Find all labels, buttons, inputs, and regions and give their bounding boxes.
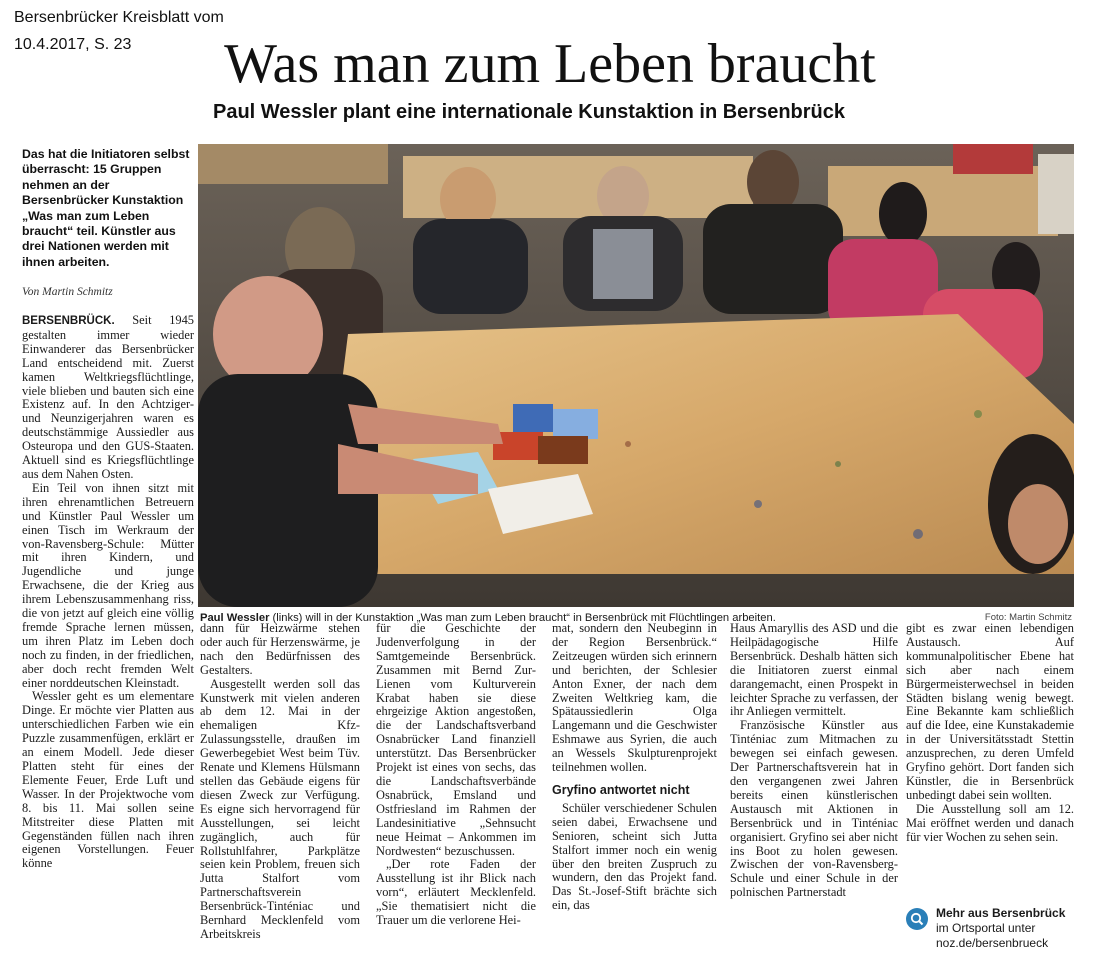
paragraph: Schüler verschiedener Schulen seien dabei, Erwachsene und Senioren, scheint sich Jutta Stalfort immer noch ein wenig über den breiten Zuspruch zu wundern, den das Projekt fand. Das St.-Josef-Stift brächte sich ein, das <box>552 800 717 913</box>
teaser: Das hat die Initiatoren selbst überrascht: 15 Gruppen nehmen an der Bersenbrücker Kunstaktion „Was man zum Leben braucht“ teil. Künstler aus drei Nationen werden mit ihnen arbeiten. <box>22 147 190 269</box>
article-column-5 <box>730 622 898 900</box>
paragraph: Wessler geht es um elementare Dinge. Er möchte vier Platten aus unterschiedlichen Farben wie ein Puzzle zusammenfügen, erklärt er an einem Modell. Jede dieser Platten steht für eines der Elemente Feuer, Erde Luft und Wasser. In der Projektwoche vom 8. bis 11. Mai sollen seine Mitstreiter diese Platten mit Gegenständen füllen nach ihren eigenen Vorstellungen. Feuer könne <box>22 689 194 871</box>
promo-line-1: im Ortsportal unter <box>936 921 1036 935</box>
promo-link[interactable]: noz.de/bersenbrueck <box>936 936 1049 950</box>
paragraph: gibt es zwar einen lebendigen Austausch. Auf kommunalpolitischer Ebene hat sich aber nach einem Bürgermeisterwechsel in beiden Städten bislang wenig bewegt. Eine Bekannte kam schließlich auf die Idee, eine Kunstakademie in der Universitätsstadt Stettin anzusprechen, zu deren Umfeld Gryfino gehört. Dort fanden sich Künstler, die in Bersenbrück unbedingt dabei sein wollten. <box>906 621 1074 802</box>
portal-promo[interactable] <box>906 906 1086 951</box>
photo-scene <box>198 144 1074 607</box>
headline: Was man zum Leben braucht <box>224 33 876 95</box>
caption-name: Paul Wessler <box>200 612 270 624</box>
paragraph: BERSENBRÜCK. Seit 1945 gestalten immer wieder Einwanderer das Bersenbrücker Land entscheidend mit. Zuerst kamen Weltkriegsflüchtlinge, viele blieben und bauten sich eine Existenz auf. In den Achtziger- und Neunzigerjahren waren es deutschstämmige Aussiedler aus Osteuropa und den GUS-Staaten. Aktuell sind es Kriegsflüchtlinge aus dem Nahen Osten. <box>22 313 194 481</box>
subheadline: Paul Wessler plant eine internationale Kunstaktion in Bersenbrück <box>213 101 846 123</box>
source-line-2: 10.4.2017, S. 23 <box>14 36 132 53</box>
article-column-6 <box>906 622 1074 845</box>
paragraph: mat, sondern den Neubeginn in der Region Bersenbrück.“ Zeitzeugen würden sich erinnern und berichten, der Schlesier Anton Exner, der nach dem Zweiten Weltkrieg kam, die Spätaussiedlerin Olga Langemann und die Geschwister Eshmawe aus Syrien, die auch an Wessels Skulpturenprojekt teilnehmen wollen. <box>552 621 717 775</box>
caption-text: (links) will in der Kunstaktion „Was man zum Leben braucht“ in Bersenbrück mit Flüchtlingen arbeiten. <box>269 612 776 624</box>
byline: Von Martin Schmitz <box>22 286 113 298</box>
paragraph: Ein Teil von ihnen sitzt mit ihren ehrenamtlichen Betreuern und Künstler Paul Wessler um einen Tisch im Werkraum der von-Ravensberg-Schule: Mütter mit ihren Kindern, und Jugendliche und junge Erwachsene, die der Krieg aus ihrem Lebenszusammenhang riss, die von jetzt auf gleich eine völlig fremde Sprache lernen müssen, um ihren Platz im Leben doch noch zu finden, in der friedlichen, aber doch recht fremden Welt einer norddeutschen Kleinstadt. <box>22 480 194 690</box>
article-column-3 <box>376 622 536 928</box>
paragraph: Haus Amaryllis des ASD und die Heilpädagogische Hilfe Bersenbrück. Deshalb hätten sich die Initiatoren zuerst einmal darangemacht, einen Prospekt in leichter Sprache zu verfassen, der ihr Anliegen vermittelt. <box>730 621 898 719</box>
paragraph: für die Geschichte der Judenverfolgung in der Samtgemeinde Bersenbrück. Zusammen mit Bernd Zur-Lienen vom Kulturverein Krabat haben sie diese ehrgeizige Aktion angestoßen, die der Landschaftsverband Osnabrücker Land finanziell unterstützt. Das Bersenbrücker Projekt ist eines von sechs, das die Landschaftsverbände Osnabrück, Emsland und Ostfriesland im Rahmen der Landesinitiative „Sehnsucht neue Heimat – Ankommen im Nordwesten“ bezuschussen. <box>376 621 536 858</box>
paragraph: „Der rote Faden der Ausstellung ist ihr Blick nach vorn“, erläutert Mecklenfeld. „Sie thematisiert nicht die Trauer um die verlorene Hei- <box>376 857 536 928</box>
article-column-2 <box>200 622 360 942</box>
source-line-1: Bersenbrücker Kreisblatt vom <box>14 9 224 26</box>
section-subhead: Gryfino antwortet nicht <box>552 782 690 797</box>
promo-title: Mehr aus Bersenbrück <box>936 906 1066 920</box>
paragraph: Die Ausstellung soll am 12. Mai eröffnet werden und danach für vier Wochen zu sehen sein. <box>906 801 1074 844</box>
paragraph: dann für Heizwärme stehen oder auch für Herzenswärme, je nach den Bedürfnissen des Gestalters. <box>200 621 360 677</box>
paragraph: Französische Künstler aus Tinténiac zum Mitmachen zu bewegen sei einfach gewesen. Der Partnerschaftsverein hat in den vergangenen zwei Jahren bereits einen künstlerischen Austausch mit Aktionen in Bersenbrück und in Tinténiac organisiert. Gryfino sei aber nicht ins Boot zu holen gewesen. Zwischen der von-Ravensberg-Schule und einer Schule in der polnischen Partnerstadt <box>730 718 898 900</box>
article-column-1 <box>22 314 194 871</box>
paragraph: Ausgestellt werden soll das Kunstwerk mit vielen anderen ab dem 12. Mai in der ehemaligen Kfz-Zulassungsstelle, draußen im Gewerbegebiet West beim Tüv. Renate und Klemens Hülsmann stellen das Gebäude eigens für diesen Zweck zur Verfügung. Es eigne sich hervorragend für Ausstellungen, sei leicht zugänglich, auch für Rollstuhlfahrer, Parkplätze seien kein Problem, freuen sich Jutta Stalfort vom Partnerschaftsverein Bersenbrück-Tinténiac und Bernhard Mecklenfeld vom Arbeitskreis <box>200 676 360 941</box>
search-icon <box>906 908 928 930</box>
dateline: BERSENBRÜCK. <box>22 315 115 327</box>
article-photo <box>198 144 1074 607</box>
photo-credit: Foto: Martin Schmitz <box>984 612 1072 623</box>
article-column-4 <box>552 622 717 913</box>
